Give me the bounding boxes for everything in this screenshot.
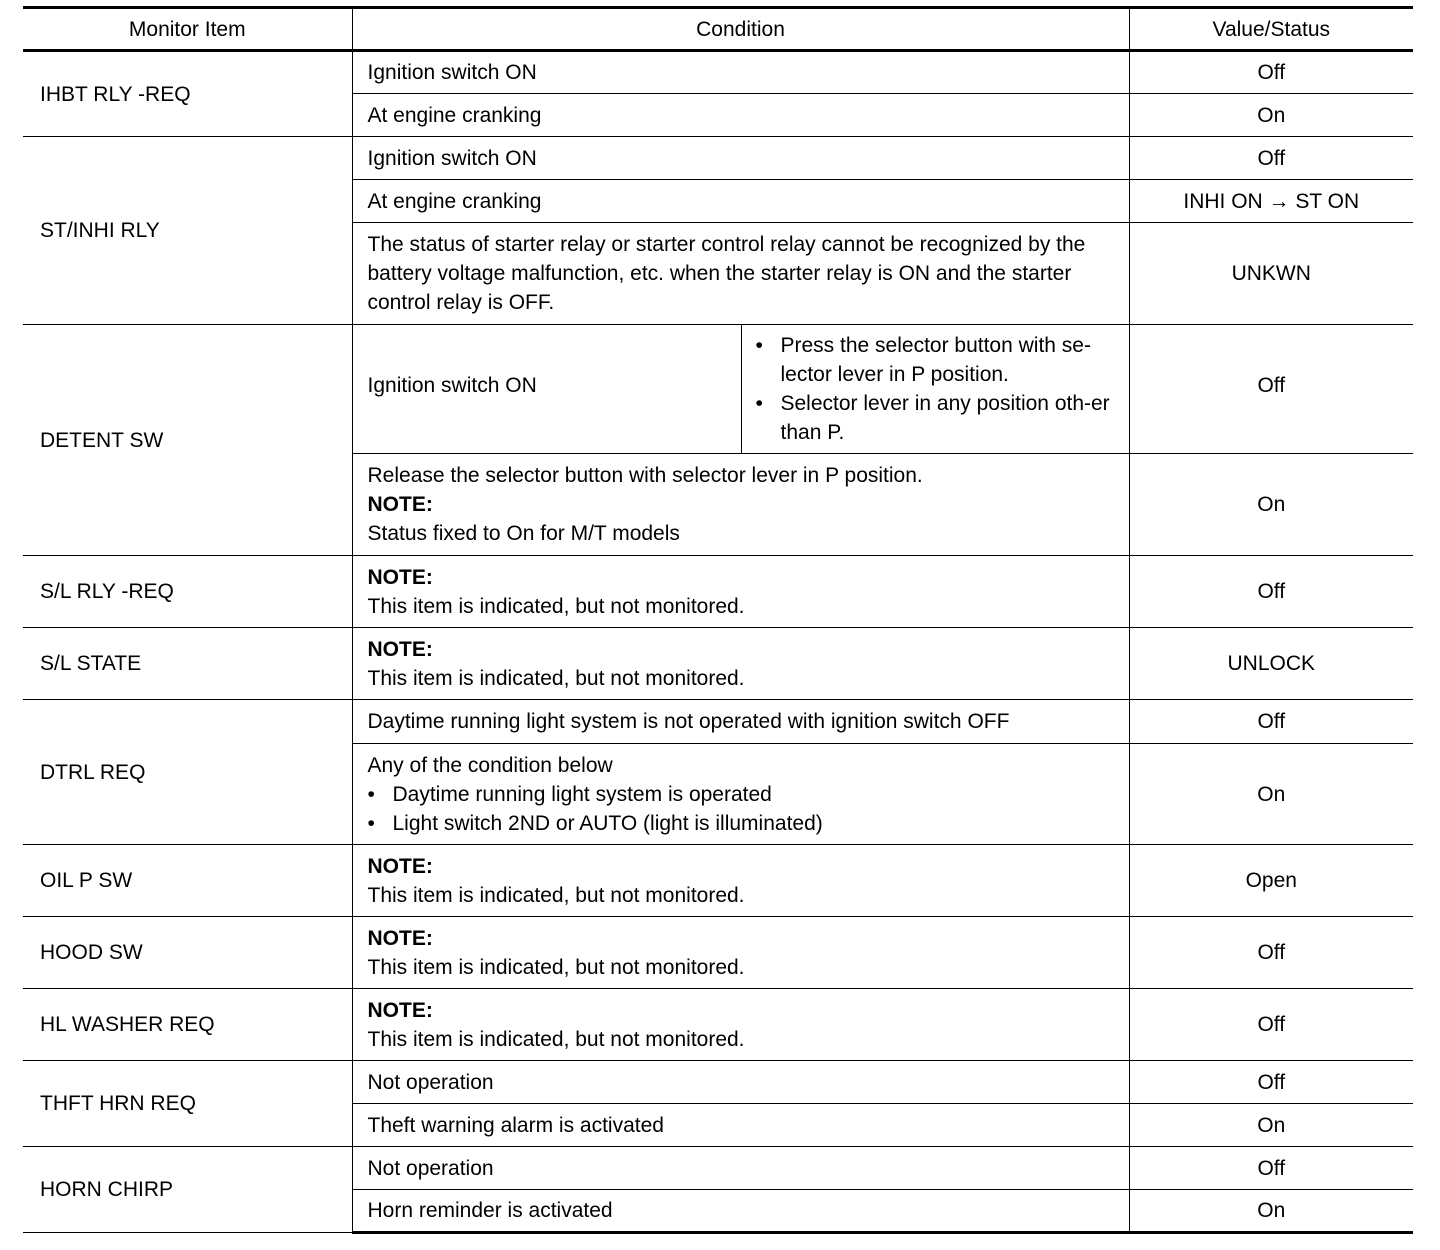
note-text: Status fixed to On for M/T models (367, 522, 680, 545)
bullet-text: Press the selector button with se-lector lever in P position. (780, 334, 1091, 386)
value-status: On (1129, 1104, 1413, 1147)
sub-condition-list (741, 325, 1129, 454)
condition-note (352, 989, 1129, 1061)
value-status: Off (1129, 989, 1413, 1061)
condition-note (352, 917, 1129, 989)
value-status: Off (1129, 1061, 1413, 1104)
condition-intro: Any of the condition below (367, 753, 613, 777)
note-label: NOTE: (367, 493, 433, 516)
bullet-icon: • (367, 811, 375, 835)
table-row (23, 628, 1413, 700)
condition: Ignition switch ON (352, 51, 1129, 94)
header-monitor-item: Monitor Item (23, 8, 352, 51)
value-status: On (1129, 1190, 1413, 1233)
monitor-item: S/L STATE (23, 628, 352, 700)
bullet-text: Light switch 2ND or AUTO (light is illuminated) (392, 811, 823, 835)
condition: Theft warning alarm is activated (352, 1104, 1129, 1147)
condition: Daytime running light system is not operated with ignition switch OFF (352, 700, 1129, 744)
monitor-item: THFT HRN REQ (23, 1061, 352, 1147)
value-status: UNKWN (1129, 223, 1413, 325)
note-label: NOTE: (367, 998, 433, 1022)
value-status: Off (1129, 325, 1413, 454)
condition-list (352, 744, 1129, 845)
table-row (23, 1061, 1413, 1104)
note-text: This item is indicated, but not monitored. (367, 1027, 745, 1051)
header-condition: Condition (352, 8, 1129, 51)
value-status: On (1129, 454, 1413, 556)
condition-text: Release the selector button with selector lever in P position. (367, 464, 923, 487)
value-status: On (1129, 94, 1413, 137)
value-status: Off (1129, 51, 1413, 94)
table-row (23, 989, 1413, 1061)
monitor-item: ST/INHI RLY (23, 137, 352, 325)
monitor-item: HOOD SW (23, 917, 352, 989)
value-status: Off (1129, 1147, 1413, 1190)
bullet-text: Daytime running light system is operated (392, 782, 772, 806)
note-text: This item is indicated, but not monitored. (367, 883, 745, 907)
monitor-item: OIL P SW (23, 845, 352, 917)
table-header-row (23, 8, 1413, 51)
table-row (23, 325, 1413, 454)
value-status: INHI ON → ST ON (1129, 180, 1413, 223)
value-status: Off (1129, 917, 1413, 989)
value-status: Off (1129, 137, 1413, 180)
condition-note (352, 628, 1129, 700)
table-row (23, 1147, 1413, 1190)
bullet-text: Selector lever in any position oth-er than P. (780, 392, 1110, 444)
condition: Horn reminder is activated (352, 1190, 1129, 1233)
note-text: This item is indicated, but not monitored. (367, 594, 745, 618)
bullet-icon: • (755, 334, 763, 357)
list-item (368, 780, 1121, 809)
header-value-status: Value/Status (1129, 8, 1413, 51)
value-status: Off (1129, 556, 1413, 628)
table-row (23, 917, 1413, 989)
monitor-item: HORN CHIRP (23, 1147, 352, 1233)
condition: Ignition switch ON (352, 137, 1129, 180)
condition: At engine cranking (352, 180, 1129, 223)
table-row (23, 845, 1413, 917)
table-row (23, 137, 1413, 180)
value-status: On (1129, 744, 1413, 845)
note-label: NOTE: (367, 565, 433, 589)
condition: Ignition switch ON (352, 325, 741, 454)
monitor-item: S/L RLY -REQ (23, 556, 352, 628)
table-row (23, 700, 1413, 744)
note-label: NOTE: (367, 854, 433, 878)
condition-note (352, 845, 1129, 917)
condition-note (352, 454, 1129, 556)
list-item (756, 389, 1123, 447)
bullet-icon: • (367, 782, 375, 806)
note-text: This item is indicated, but not monitored. (367, 955, 745, 979)
note-label: NOTE: (367, 926, 433, 950)
condition: Not operation (352, 1061, 1129, 1104)
table-row (23, 556, 1413, 628)
list-item (756, 331, 1123, 389)
monitor-item-table (23, 6, 1413, 1234)
value-status: Open (1129, 845, 1413, 917)
condition: The status of starter relay or starter control relay cannot be recognized by the battery voltage malfunction, etc. when the starter relay is ON and the starter control relay is OFF. (352, 223, 1129, 325)
table-row (23, 51, 1413, 94)
monitor-item: HL WASHER REQ (23, 989, 352, 1061)
monitor-item: IHBT RLY -REQ (23, 51, 352, 137)
note-label: NOTE: (367, 637, 433, 661)
note-text: This item is indicated, but not monitored. (367, 666, 745, 690)
monitor-item: DTRL REQ (23, 700, 352, 845)
value-status: UNLOCK (1129, 628, 1413, 700)
list-item (368, 809, 1121, 838)
condition-note (352, 556, 1129, 628)
monitor-item: DETENT SW (23, 325, 352, 556)
condition: At engine cranking (352, 94, 1129, 137)
value-status: Off (1129, 700, 1413, 744)
bullet-icon: • (755, 392, 763, 415)
condition: Not operation (352, 1147, 1129, 1190)
